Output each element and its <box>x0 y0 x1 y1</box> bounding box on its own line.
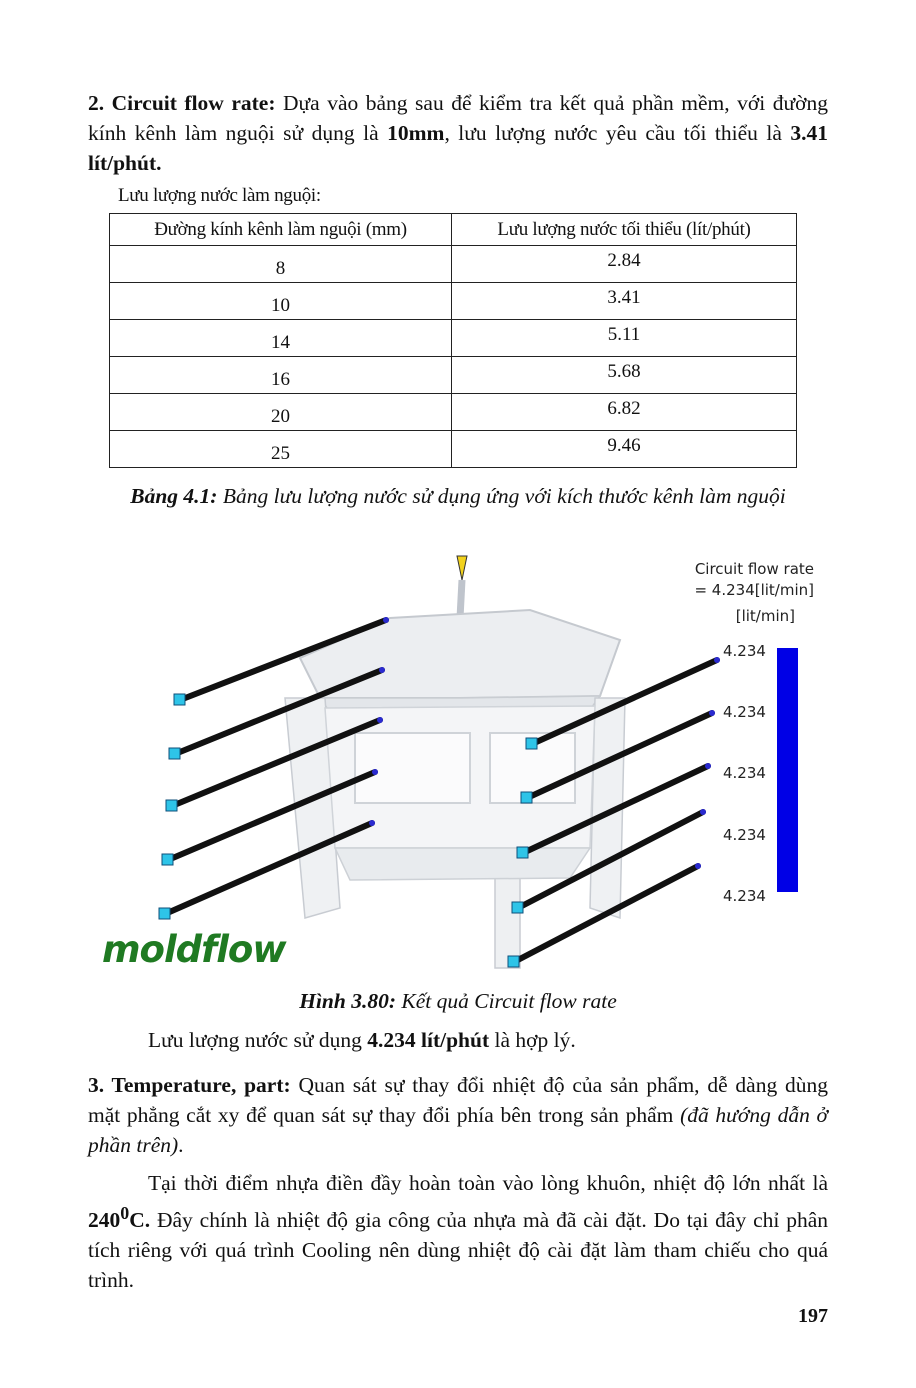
table-cell-flow: 9.46 <box>452 431 797 468</box>
channel-end-icon <box>379 667 385 673</box>
channel-end-icon <box>372 769 378 775</box>
table-caption-text: Bảng lưu lượng nước sử dụng ứng với kích thước kênh làm nguội <box>217 484 786 508</box>
figure-caption-label: Hình 3.80: <box>299 989 396 1013</box>
section-3-paragraph <box>88 1070 828 1160</box>
legend-value: 4.234 <box>723 826 766 844</box>
table-header-row <box>110 214 797 246</box>
stool-cooling-model <box>100 548 830 980</box>
table-row <box>110 246 797 283</box>
result-value: 4.234 lít/phút <box>367 1028 490 1052</box>
max-temperature <box>88 1203 151 1233</box>
section-3-note: (đã hướng dẫn ở phần trên) <box>88 1103 828 1157</box>
circuit-flow-rate-figure <box>100 548 830 980</box>
table-cell-flow: 6.82 <box>452 394 797 431</box>
table-cell-diameter: 16 <box>110 357 452 394</box>
channel-end-icon <box>705 763 711 769</box>
table-row <box>110 431 797 468</box>
table-row <box>110 394 797 431</box>
result-sentence <box>148 1028 576 1053</box>
section-3-end: . <box>178 1133 184 1157</box>
degree-superscript: 0 <box>120 1203 130 1223</box>
coolant-inlet-icon <box>169 748 180 759</box>
flow-rate-table <box>109 213 797 468</box>
section-2-heading: 2. Circuit flow rate: <box>88 91 276 115</box>
coolant-inlet-icon <box>159 908 170 919</box>
table-header-diameter: Đường kính kênh làm nguội (mm) <box>110 214 452 246</box>
table-cell-diameter: 20 <box>110 394 452 431</box>
table-row <box>110 357 797 394</box>
table-row <box>110 283 797 320</box>
channel-end-icon <box>377 717 383 723</box>
channel-end-icon <box>383 617 389 623</box>
result-text-a: Lưu lượng nước sử dụng <box>148 1028 368 1052</box>
table-header-flow: Lưu lượng nước tối thiểu (lít/phút) <box>452 214 797 246</box>
channel-end-icon <box>709 710 715 716</box>
section-3-heading: 3. Temperature, part: <box>88 1073 291 1097</box>
coolant-inlet-icon <box>521 792 532 803</box>
table-cell-flow: 3.41 <box>452 283 797 320</box>
figure-caption <box>88 987 828 1015</box>
page-number: 197 <box>798 1305 828 1327</box>
table-cell-flow: 2.84 <box>452 246 797 283</box>
figure-caption-text: Kết quả Circuit flow rate <box>396 989 617 1013</box>
coolant-inlet-icon <box>166 800 177 811</box>
coolant-inlet-icon <box>526 738 537 749</box>
table-cell-flow: 5.11 <box>452 320 797 357</box>
coolant-inlet-icon <box>508 956 519 967</box>
legend-value: 4.234 <box>723 703 766 721</box>
temperature-paragraph <box>88 1168 828 1295</box>
legend-value: 4.234 <box>723 642 766 660</box>
section-2-text-a: Dựa vào bảng sau để kiểm tra kết quả phần mềm, với đường kính kênh làm nguội sử dụng là <box>88 91 828 145</box>
injection-point-icon <box>457 556 467 580</box>
section-2-min-flow: 3.41 lít/phút. <box>88 121 828 175</box>
section-2-text-b: , lưu lượng nước yêu cầu tối thiểu là <box>444 121 791 145</box>
max-temperature-value: 240 <box>88 1208 121 1233</box>
temperature-unit: C. <box>129 1208 151 1233</box>
coolant-inlet-icon <box>174 694 185 705</box>
table-cell-diameter: 25 <box>110 431 452 468</box>
table-title: Lưu lượng nước làm nguội: <box>118 185 321 206</box>
table-caption <box>88 482 828 510</box>
section-3-text: Quan sát sự thay đổi nhiệt độ của sản phẩm, dễ dàng dùng mặt phẳng cắt xy để quan sát sự thay đổi phía bên trong sản phẩm <box>88 1073 828 1127</box>
coolant-inlet-icon <box>512 902 523 913</box>
cooling-channel <box>165 823 372 914</box>
table-cell-diameter: 8 <box>110 246 452 283</box>
table-caption-label: Bảng 4.1: <box>130 484 218 508</box>
moldflow-logo: moldflow <box>102 928 286 971</box>
legend-value: 4.234 <box>723 887 766 905</box>
channel-end-icon <box>369 820 375 826</box>
coolant-inlet-icon <box>162 854 173 865</box>
result-text-b: là hợp lý. <box>489 1028 576 1052</box>
channel-end-icon <box>695 863 701 869</box>
legend-color-bar <box>777 648 798 892</box>
section-2-diameter: 10mm <box>387 121 445 145</box>
legend-title-line-2: = 4.234[lit/min] <box>694 581 814 599</box>
paragraph-4-text-b: Đây chính là nhiệt độ gia công của nhựa mà đã cài đặt. Do tại đây chỉ phân tích riêng với quá trình Cooling nên dùng nhiệt độ cài đặt làm tham chiếu cho quá trình. <box>88 1208 828 1293</box>
paragraph-4-text-a: Tại thời điểm nhựa điền đầy hoàn toàn vào lòng khuôn, nhiệt độ lớn nhất là <box>148 1171 828 1195</box>
legend-unit: [lit/min] <box>735 607 795 625</box>
table-cell-diameter: 14 <box>110 320 452 357</box>
table-row <box>110 320 797 357</box>
table-cell-flow: 5.68 <box>452 357 797 394</box>
stool-leg-right-back <box>495 868 520 968</box>
stool-window-left <box>355 733 470 803</box>
channel-end-icon <box>714 657 720 663</box>
table-cell-diameter: 10 <box>110 283 452 320</box>
channel-end-icon <box>700 809 706 815</box>
legend-value: 4.234 <box>723 764 766 782</box>
stool-crossbar <box>335 848 590 880</box>
coolant-inlet-icon <box>517 847 528 858</box>
legend-title <box>694 559 814 601</box>
section-2-paragraph <box>88 88 828 178</box>
legend-title-line-1: Circuit flow rate <box>694 560 814 578</box>
